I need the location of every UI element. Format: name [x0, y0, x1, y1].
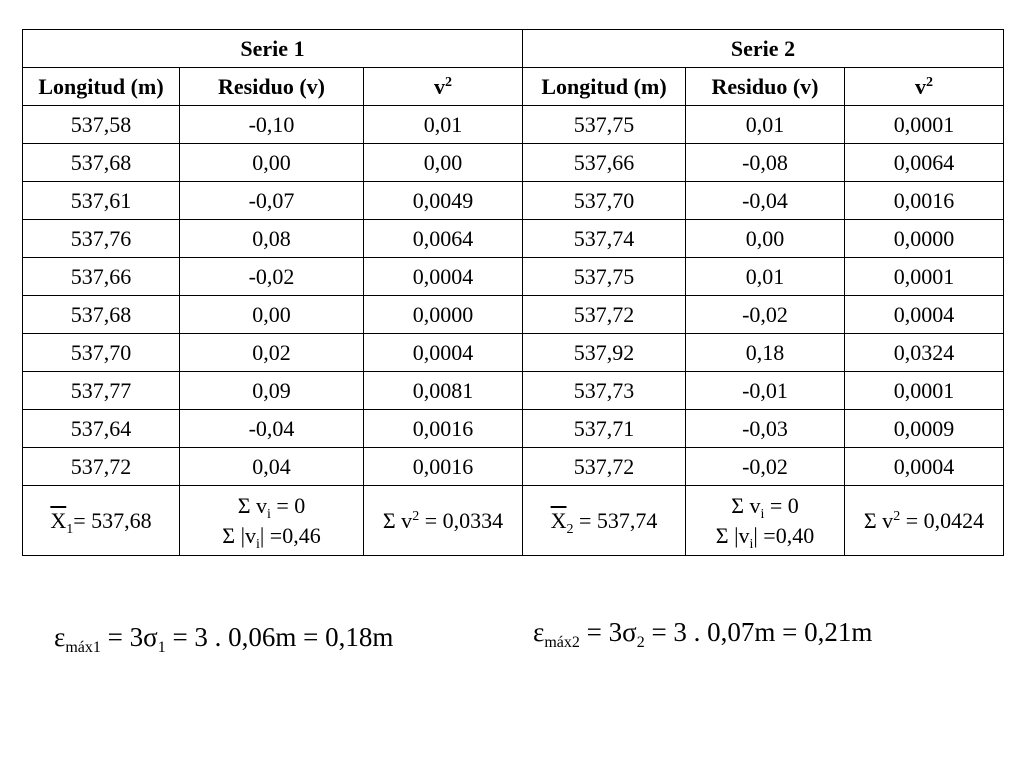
- cell-length-2: 537,73: [523, 372, 686, 410]
- cell-residual-1: 0,00: [180, 144, 364, 182]
- residuals-table: [22, 29, 1004, 556]
- col-header-length-1: Longitud (m): [23, 68, 180, 106]
- col-header-v-squared-2: $v^2$: [845, 68, 1004, 106]
- cell-v-squared-1: 0,00: [364, 144, 523, 182]
- table-body: [23, 106, 1004, 486]
- cell-v-squared-2: 0,0001: [845, 106, 1004, 144]
- cell-v-squared-2: 0,0004: [845, 448, 1004, 486]
- max-error-formula-series-1: $\varepsilon_{máx1} = 3\sigma_1 = 3$ . 0,06m = 0,18m: [54, 622, 394, 656]
- table-row: [23, 106, 1004, 144]
- cell-length-2: 537,74: [523, 220, 686, 258]
- cell-v-squared-1: 0,0004: [364, 334, 523, 372]
- cell-residual-2: -0,01: [686, 372, 845, 410]
- cell-residual-2: 0,18: [686, 334, 845, 372]
- cell-length-1: 537,66: [23, 258, 180, 296]
- cell-v-squared-1: 0,0016: [364, 410, 523, 448]
- cell-residual-2: -0,08: [686, 144, 845, 182]
- series-1-sum-squares: Σ $v^2 = 0,0334$: [364, 486, 523, 556]
- series-2-sum-squares: Σ $v^2 = 0,0424$: [845, 486, 1004, 556]
- cell-length-2: 537,66: [523, 144, 686, 182]
- table-row: [23, 258, 1004, 296]
- table-row: [23, 410, 1004, 448]
- cell-v-squared-1: 0,0081: [364, 372, 523, 410]
- cell-residual-1: -0,02: [180, 258, 364, 296]
- series-2-mean: $\overline{X}_2 = 537,74$: [523, 486, 686, 556]
- cell-length-1: 537,77: [23, 372, 180, 410]
- cell-v-squared-1: 0,0016: [364, 448, 523, 486]
- series-1-mean: $\overline{X}_1= 537,68$: [23, 486, 180, 556]
- table-row: [23, 144, 1004, 182]
- cell-length-2: 537,92: [523, 334, 686, 372]
- table-row: [23, 296, 1004, 334]
- cell-residual-2: 0,01: [686, 106, 845, 144]
- cell-length-2: 537,72: [523, 448, 686, 486]
- table-row: [23, 372, 1004, 410]
- cell-v-squared-2: 0,0324: [845, 334, 1004, 372]
- cell-length-1: 537,76: [23, 220, 180, 258]
- table-row: [23, 334, 1004, 372]
- summary-row: [23, 486, 1004, 556]
- cell-residual-1: 0,09: [180, 372, 364, 410]
- cell-v-squared-2: 0,0016: [845, 182, 1004, 220]
- cell-residual-1: -0,07: [180, 182, 364, 220]
- cell-residual-1: 0,02: [180, 334, 364, 372]
- cell-length-1: 537,68: [23, 144, 180, 182]
- cell-length-1: 537,70: [23, 334, 180, 372]
- cell-v-squared-1: 0,0004: [364, 258, 523, 296]
- series-2-residual-sums: Σ $v_i = 0$ Σ $|v_i| =0,40$: [686, 486, 845, 556]
- cell-residual-1: 0,00: [180, 296, 364, 334]
- series-header-row: [23, 30, 1004, 68]
- series-1-residual-sums: Σ $v_i = 0$ Σ $|v_i| =0,46$: [180, 486, 364, 556]
- cell-length-2: 537,70: [523, 182, 686, 220]
- cell-v-squared-1: 0,0000: [364, 296, 523, 334]
- cell-length-1: 537,61: [23, 182, 180, 220]
- cell-residual-1: 0,04: [180, 448, 364, 486]
- cell-residual-2: 0,00: [686, 220, 845, 258]
- cell-residual-1: -0,04: [180, 410, 364, 448]
- cell-v-squared-2: 0,0001: [845, 258, 1004, 296]
- cell-length-1: 537,64: [23, 410, 180, 448]
- cell-length-2: 537,75: [523, 258, 686, 296]
- cell-residual-1: 0,08: [180, 220, 364, 258]
- cell-v-squared-1: 0,0064: [364, 220, 523, 258]
- cell-length-2: 537,75: [523, 106, 686, 144]
- table-row: [23, 182, 1004, 220]
- cell-residual-1: -0,10: [180, 106, 364, 144]
- cell-length-2: 537,71: [523, 410, 686, 448]
- series-1-header: Serie 1: [23, 30, 523, 68]
- cell-length-1: 537,58: [23, 106, 180, 144]
- max-error-formula-series-2: $\varepsilon_{máx2} = 3\sigma_2 = 3$ . 0,07m = 0,21m: [533, 617, 873, 651]
- cell-length-2: 537,72: [523, 296, 686, 334]
- col-header-residual-2: Residuo (v): [686, 68, 845, 106]
- cell-length-1: 537,72: [23, 448, 180, 486]
- series-2-header: Serie 2: [523, 30, 1004, 68]
- col-header-v-squared-1: $v^2$: [364, 68, 523, 106]
- cell-residual-2: -0,03: [686, 410, 845, 448]
- cell-residual-2: 0,01: [686, 258, 845, 296]
- cell-v-squared-2: 0,0000: [845, 220, 1004, 258]
- cell-v-squared-1: 0,0049: [364, 182, 523, 220]
- cell-v-squared-1: 0,01: [364, 106, 523, 144]
- cell-residual-2: -0,02: [686, 448, 845, 486]
- column-header-row: [23, 68, 1004, 106]
- table-row: [23, 220, 1004, 258]
- cell-residual-2: -0,02: [686, 296, 845, 334]
- cell-v-squared-2: 0,0064: [845, 144, 1004, 182]
- cell-v-squared-2: 0,0001: [845, 372, 1004, 410]
- cell-v-squared-2: 0,0004: [845, 296, 1004, 334]
- col-header-residual-1: Residuo (v): [180, 68, 364, 106]
- cell-v-squared-2: 0,0009: [845, 410, 1004, 448]
- cell-residual-2: -0,04: [686, 182, 845, 220]
- cell-length-1: 537,68: [23, 296, 180, 334]
- col-header-length-2: Longitud (m): [523, 68, 686, 106]
- table-row: [23, 448, 1004, 486]
